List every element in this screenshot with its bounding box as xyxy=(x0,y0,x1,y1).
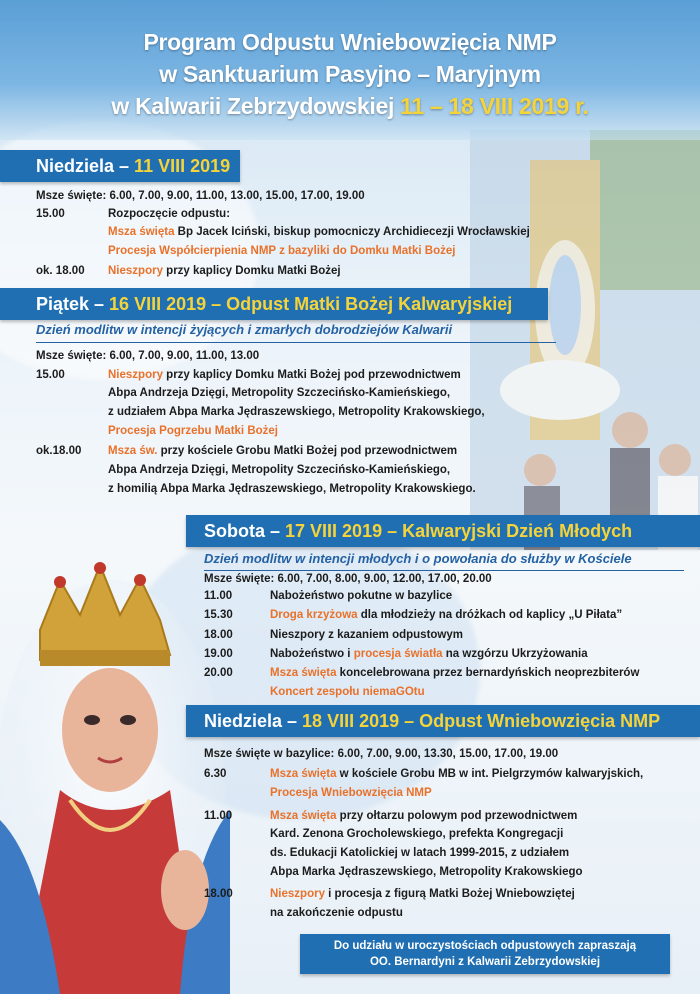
event-time: 11.00 xyxy=(204,810,233,822)
masses-line: Msze święte: 6.00, 7.00, 8.00, 9.00, 12.00, 17.00, 20.00 xyxy=(204,573,492,585)
event-detail: na wzgórzu Ukrzyżowania xyxy=(442,648,588,660)
title-line-2: w Sanktuarium Pasyjno – Maryjnym xyxy=(159,61,541,87)
event-text: z udziałem Abpa Marka Jędraszewskiego, Metropolity Krakowskiego, xyxy=(108,406,485,418)
event-time: 19.00 xyxy=(204,648,233,660)
event-highlight: Msza św. xyxy=(108,445,158,457)
event-text xyxy=(270,665,639,682)
event-highlight: Msza święta xyxy=(270,667,337,679)
event-time: 11.00 xyxy=(204,590,233,602)
event-time: 15.00 xyxy=(36,369,65,381)
event-highlight: Procesja Wniebowzięcia NMP xyxy=(270,787,432,799)
title-line-1: Program Odpustu Wniebowzięcia NMP xyxy=(143,29,557,55)
event-text: ds. Edukacji Katolickiej w latach 1999-2015, z udziałem xyxy=(270,847,570,859)
title-place: w Kalwarii Zebrzydowskiej xyxy=(111,93,401,119)
invitation-footer xyxy=(300,934,670,974)
day-date: 17 VIII 2019 – Kalwaryjski Dzień Młodych xyxy=(285,521,633,541)
day-date: 11 VIII 2019 xyxy=(134,156,231,176)
poster-title xyxy=(40,26,660,122)
day-theme: Dzień modlitw w intencji młodych i o powołania do służby w Kościele xyxy=(204,551,632,566)
event-text xyxy=(270,646,588,663)
event-time: 20.00 xyxy=(204,667,233,679)
day-banner-friday-16 xyxy=(0,288,548,320)
procession-photo xyxy=(470,130,700,550)
madonna-statue-image xyxy=(0,560,233,994)
event-time: 6.30 xyxy=(204,768,227,780)
event-detail: Bp Jacek Iciński, biskup pomocniczy Archidiecezji Wrocławskiej xyxy=(174,226,530,238)
day-banner-saturday-17 xyxy=(186,515,700,547)
event-text: Kard. Zenona Grocholewskiego, prefekta Kongregacji xyxy=(270,828,564,840)
event-text xyxy=(108,263,341,280)
event-text: na zakończenie odpustu xyxy=(270,907,403,919)
event-text: Abpa Marka Jędraszewskiego, Metropolity Krakowskiego xyxy=(270,866,583,878)
event-time: 18.00 xyxy=(204,629,233,641)
event-detail: przy kaplicy Domku Matki Bożej pod przewodnictwem xyxy=(162,369,461,381)
day-banner-sunday-11 xyxy=(0,150,240,182)
day-date: 18 VIII 2019 – Odpust Wniebowzięcia NMP xyxy=(302,711,661,731)
event-text xyxy=(270,766,643,783)
day-banner-sunday-18 xyxy=(186,705,700,737)
day-name: Sobota – xyxy=(204,521,286,541)
event-text: Nabożeństwo pokutne w bazylice xyxy=(270,590,453,602)
event-detail: przy kaplicy Domku Matki Bożej xyxy=(162,265,341,277)
event-detail: Nabożeństwo i xyxy=(270,648,354,660)
event-highlight: procesja światła xyxy=(353,648,443,660)
event-text: Abpa Andrzeja Dzięgi, Metropolity Szczecińsko-Kamieńskiego, xyxy=(108,387,451,399)
event-highlight: Procesja Współcierpienia NMP z bazyliki do Domku Matki Bożej xyxy=(108,245,456,257)
masses-line: Msze święte w bazylice: 6.00, 7.00, 9.00, 13.30, 15.00, 17.00, 19.00 xyxy=(204,748,559,760)
day-date: 16 VIII 2019 – Odpust Matki Bożej Kalwaryjskiej xyxy=(109,294,513,314)
event-detail: przy kościele Grobu Matki Bożej pod przewodnictwem xyxy=(157,445,458,457)
theme-underline xyxy=(36,342,556,343)
event-time: ok. 18.00 xyxy=(36,265,85,277)
footer-line-2: OO. Bernardyni z Kalwarii Zebrzydowskiej xyxy=(369,956,601,968)
masses-line: Msze święte: 6.00, 7.00, 9.00, 11.00, 13.00, 15.00, 17.00, 19.00 xyxy=(36,190,365,202)
event-time: 15.30 xyxy=(204,609,233,621)
day-name: Piątek – xyxy=(36,294,110,314)
event-highlight: Nieszpory xyxy=(108,265,163,277)
day-name: Niedziela – xyxy=(204,711,303,731)
event-detail: w kościele Grobu MB w int. Pielgrzymów kalwaryjskich, xyxy=(336,768,644,780)
event-highlight: Nieszpory xyxy=(108,369,163,381)
masses-line: Msze święte: 6.00, 7.00, 9.00, 11.00, 13.00 xyxy=(36,350,260,362)
event-highlight: Procesja Pogrzebu Matki Bożej xyxy=(108,425,278,437)
event-time: ok.18.00 xyxy=(36,445,82,457)
day-theme: Dzień modlitw w intencji żyjących i zmarłych dobrodziejów Kalwarii xyxy=(36,322,453,337)
footer-line-1: Do udziału w uroczystościach odpustowych zapraszają xyxy=(333,940,637,952)
event-detail: przy ołtarzu polowym pod przewodnictwem xyxy=(336,810,578,822)
event-text xyxy=(108,224,530,241)
day-name: Niedziela – xyxy=(36,156,135,176)
event-text: Rozpoczęcie odpustu: xyxy=(108,208,231,220)
event-text xyxy=(270,607,622,624)
event-highlight: Nieszpory xyxy=(270,888,325,900)
title-line-3 xyxy=(40,90,660,122)
event-time: 18.00 xyxy=(204,888,233,900)
event-text: Nieszpory z kazaniem odpustowym xyxy=(270,629,463,641)
event-text xyxy=(270,808,577,825)
event-text: Abpa Andrzeja Dzięgi, Metropolity Szczecińsko-Kamieńskiego, xyxy=(108,464,451,476)
event-text xyxy=(270,886,575,903)
event-text: z homilią Abpa Marka Jędraszewskiego, Metropolity Krakowskiego. xyxy=(108,483,476,495)
event-highlight: Msza święta xyxy=(270,768,337,780)
title-dates: 11 – 18 VIII 2019 xyxy=(400,93,569,119)
event-text xyxy=(108,367,461,384)
event-highlight: Msza święta xyxy=(108,226,175,238)
event-detail: koncelebrowana przez bernardyńskich neoprezbiterów xyxy=(336,667,640,679)
event-text xyxy=(108,443,457,460)
event-time: 15.00 xyxy=(36,208,65,220)
title-suffix: r. xyxy=(569,93,589,119)
event-detail: dla młodzieży na dróżkach od kaplicy „U Piłata” xyxy=(357,609,623,621)
event-highlight: Droga krzyżowa xyxy=(270,609,358,621)
event-highlight: Msza święta xyxy=(270,810,337,822)
event-highlight: Koncert zespołu niemaGOtu xyxy=(270,686,425,698)
event-detail: i procesja z figurą Matki Bożej Wniebowziętej xyxy=(324,888,575,900)
